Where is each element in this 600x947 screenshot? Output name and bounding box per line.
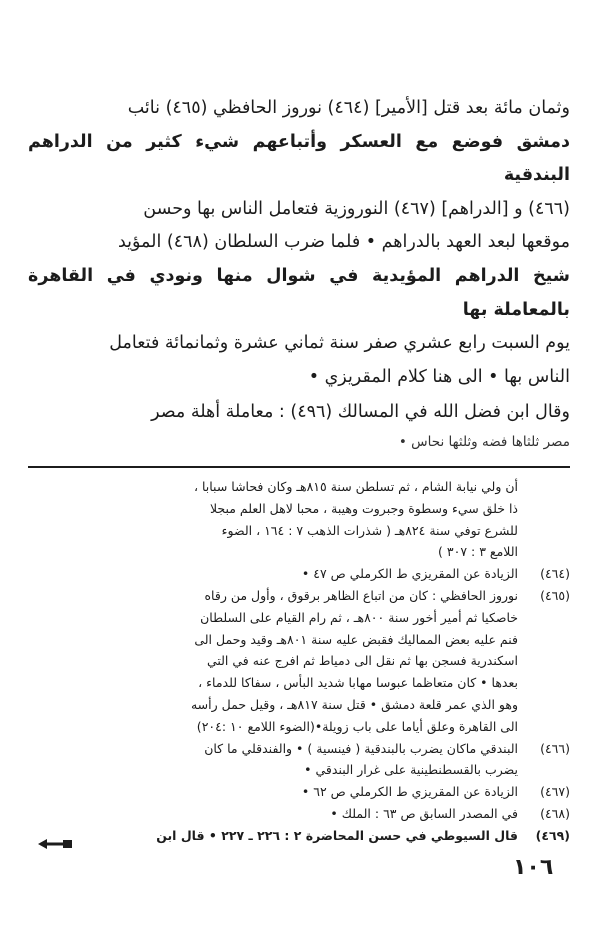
footnote-469: [28, 825, 570, 847]
footnote-line: الى القاهرة وعلق أياما على باب زويلة•(الضوء اللامع ١٠ :٢٠٤): [196, 718, 518, 734]
main-line: وثمان مائة بعد قتل [الأمير] (٤٦٤) نوروز الحافظي (٤٦٥) نائب: [127, 98, 570, 118]
footnote-line: في المصدر السابق ص ٦٣ : الملك •: [330, 805, 518, 821]
footnote-467: [28, 781, 570, 803]
main-line: يوم السبت رابع عشري صفر سنة ثماني عشرة وثمانمائة فتعامل: [109, 333, 570, 354]
footnote-line: خاصكيا ثم أمير أخور سنة ٨٠٠هـ ، ثم رام القيام على السلطان: [200, 609, 518, 625]
small-line: مصر ثلثاها فضه وثلثها نحاس •: [398, 433, 570, 450]
footnote-468: [28, 803, 570, 825]
footnote-number: (٤٦٦): [540, 740, 570, 756]
footnote-text: [28, 738, 518, 782]
footnote-number: (٤٦٧): [540, 784, 570, 800]
left-arrow-icon: [38, 838, 74, 850]
footnote-line: فنم عليه بعض المماليك فقبض عليه سنة ٨٠١هـ وقيد وحمل الى: [194, 631, 518, 647]
footnote-text: [28, 825, 518, 847]
footnote-line: الزيادة عن المقريزي ط الكرملي ص ٤٧ •: [301, 566, 518, 582]
main-line: الناس بها • الى هنا كلام المقريزي •: [308, 366, 570, 387]
footnote-number: (٤٦٨): [540, 805, 570, 821]
footnotes: [28, 476, 570, 847]
footnote-line: وهو الذي عمر قلعة دمشق • قتل سنة ٨١٧هـ ، وقيل حمل رأسه: [190, 696, 518, 712]
page-number: ١٠٦: [513, 855, 554, 880]
footnote-line: قال السيوطي في حسن المحاضرة ٢ : ٢٢٦ ـ ٢٢٧ • قال ابن: [156, 827, 518, 843]
footnote-line: يضرب بالقسطنطينية على غرار البندقي •: [304, 762, 518, 778]
footnote-line: اسكندرية فسجن بها ثم نقل الى دمياط ثم افرج عنه في التي: [206, 653, 518, 669]
footnote-line: الزيادة عن المقريزي ط الكرملي ص ٦٢ •: [301, 784, 518, 800]
footnote-continuation-line: أن ولي نيابة الشام ، ثم تسلطن سنة ٨١٥هـ وكان فحاشا سبابا ،: [193, 478, 518, 494]
footnote-text: [28, 803, 518, 825]
main-line: (٤٦٦) و [الدراهم] (٤٦٧) النوروزية فتعامل الناس بها وحسن: [143, 198, 570, 219]
footnote-continuation-line: اللامع ٣ : ٣٠٧ ): [438, 544, 518, 560]
footnote-number: (٤٦٤): [540, 566, 570, 582]
page-body: [28, 92, 570, 846]
footnote-line: نوروز الحافظي : كان من اتباع الظاهر برقوق ، وأول من رقاه: [204, 587, 518, 603]
main-line: شيخ الدراهم المؤيدية في شوال منها ونودي في القاهرة بالمعاملة بها: [28, 265, 570, 320]
main-line: موقعها لبعد العهد بالدراهم • فلما ضرب السلطان (٤٦٨) المؤيد: [117, 232, 570, 253]
footnote-466: [28, 738, 570, 782]
footnote-separator: [28, 466, 570, 468]
quote-line: وقال ابن فضل الله في المسالك (٤٩٦) : معاملة أهلة مصر: [151, 402, 570, 423]
footnote-line: البندقي ماكان يضرب بالبندقية ( فينسية ) • والفندقلي ما كان: [204, 740, 518, 756]
footnote-continuation-line: ذا خلق سيء وسطوة وجبروت وهيبة ، محبا لاهل العلم مبجلا: [209, 500, 518, 516]
footnote-number: (٤٦٩): [535, 827, 570, 843]
footnote-text: [28, 563, 518, 585]
main-text: [28, 92, 570, 454]
footnote-465: [28, 585, 570, 738]
footnote-464: [28, 563, 570, 585]
footnote-number: (٤٦٥): [540, 587, 570, 603]
footnote-text: [28, 585, 518, 738]
footnote-line: بعدها • كان متعاظما عبوسا مهابا شديد البأس ، سفاكا للدماء ،: [198, 675, 518, 691]
footnote-continuation-line: للشرع توفي سنة ٨٢٤هـ ( شذرات الذهب ٧ : ١٦٤ ، الضوء: [221, 522, 518, 538]
footnote-text: [28, 781, 518, 803]
main-line: دمشق فوضع مع العسكر وأتباعهم شيء كثير من الدراهم البندقية: [28, 131, 570, 186]
